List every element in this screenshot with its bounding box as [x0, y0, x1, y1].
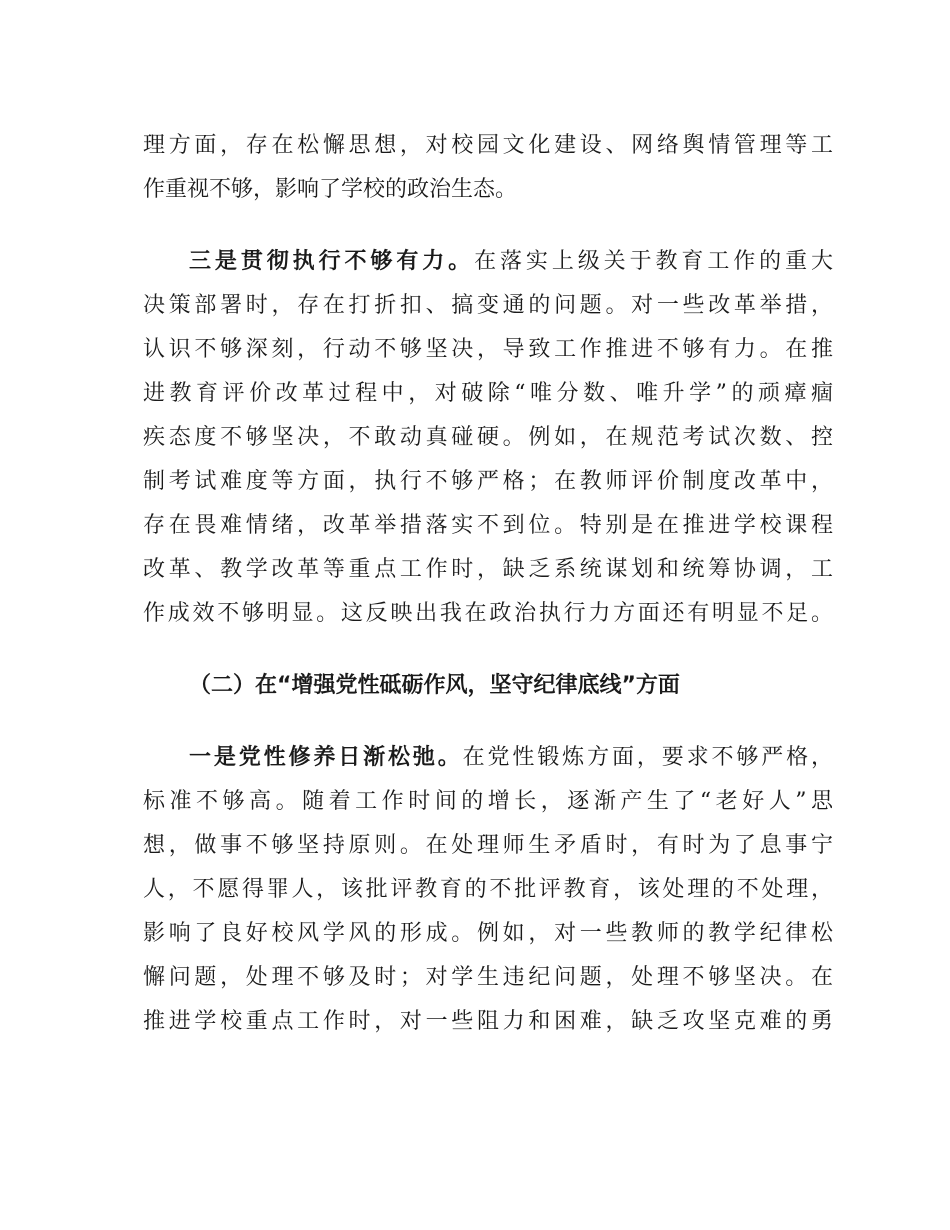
text-line: 推进学校重点工作时，对一些阻力和困难，缺乏攻坚克难的勇 [143, 1009, 833, 1034]
text-line: 作成效不够明显。这反映出我在政治执行力方面还有明显不足。 [143, 601, 833, 626]
text-line: 进教育评价改革过程中，对破除“唯分数、唯升学”的顽瘴痼 [143, 381, 833, 406]
text-line: 人，不愿得罪人，该批评教育的不批评教育，该处理的不处理， [143, 877, 833, 902]
text-line: 想，做事不够坚持原则。在处理师生矛盾时，有时为了息事宁 [143, 833, 833, 858]
paragraph-continued [143, 124, 833, 212]
paragraph-first-line [143, 240, 833, 284]
text-line: 制考试难度等方面，执行不够严格；在教师评价制度改革中， [143, 469, 833, 494]
text-line: 改革、教学改革等重点工作时，缺乏系统谋划和统筹协调，工 [143, 557, 833, 582]
section-heading: （二）在“增强党性砥砺作风，坚守纪律底线”方面 [189, 673, 680, 698]
text-line: 标准不够高。随着工作时间的增长，逐渐产生了“老好人”思 [143, 789, 833, 814]
text-line: 疾态度不够坚决，不敢动真碰硬。例如，在规范考试次数、控 [143, 425, 833, 450]
text-line: 作重视不够，影响了学校的政治生态。 [143, 177, 518, 202]
text-line: 影响了良好校风学风的形成。例如，对一些教师的教学纪律松 [143, 921, 833, 946]
text-line: 懈问题，处理不够及时；对学生违纪问题，处理不够坚决。在 [143, 965, 833, 990]
paragraph-lead: 三是贯彻执行不够有力。 [189, 249, 475, 274]
text-run: 在党性锻炼方面，要求不够严格， [462, 745, 833, 770]
text-line: 理方面，存在松懈思想，对校园文化建设、网络舆情管理等工 [143, 133, 833, 158]
text-line: 认识不够深刻，行动不够坚决，导致工作推进不够有力。在推 [143, 337, 833, 362]
text-line: 存在畏难情绪，改革举措落实不到位。特别是在推进学校课程 [143, 513, 833, 538]
text-run: 在落实上级关于教育工作的重大 [474, 249, 833, 274]
paragraph-first-line [143, 736, 833, 780]
paragraph-execution [143, 240, 833, 636]
paragraph-party-spirit [143, 736, 833, 1044]
document-page [143, 124, 833, 1044]
text-line: 决策部署时，存在打折扣、搞变通的问题。对一些改革举措， [143, 293, 833, 318]
paragraph-lead: 一是党性修养日渐松弛。 [189, 745, 463, 770]
